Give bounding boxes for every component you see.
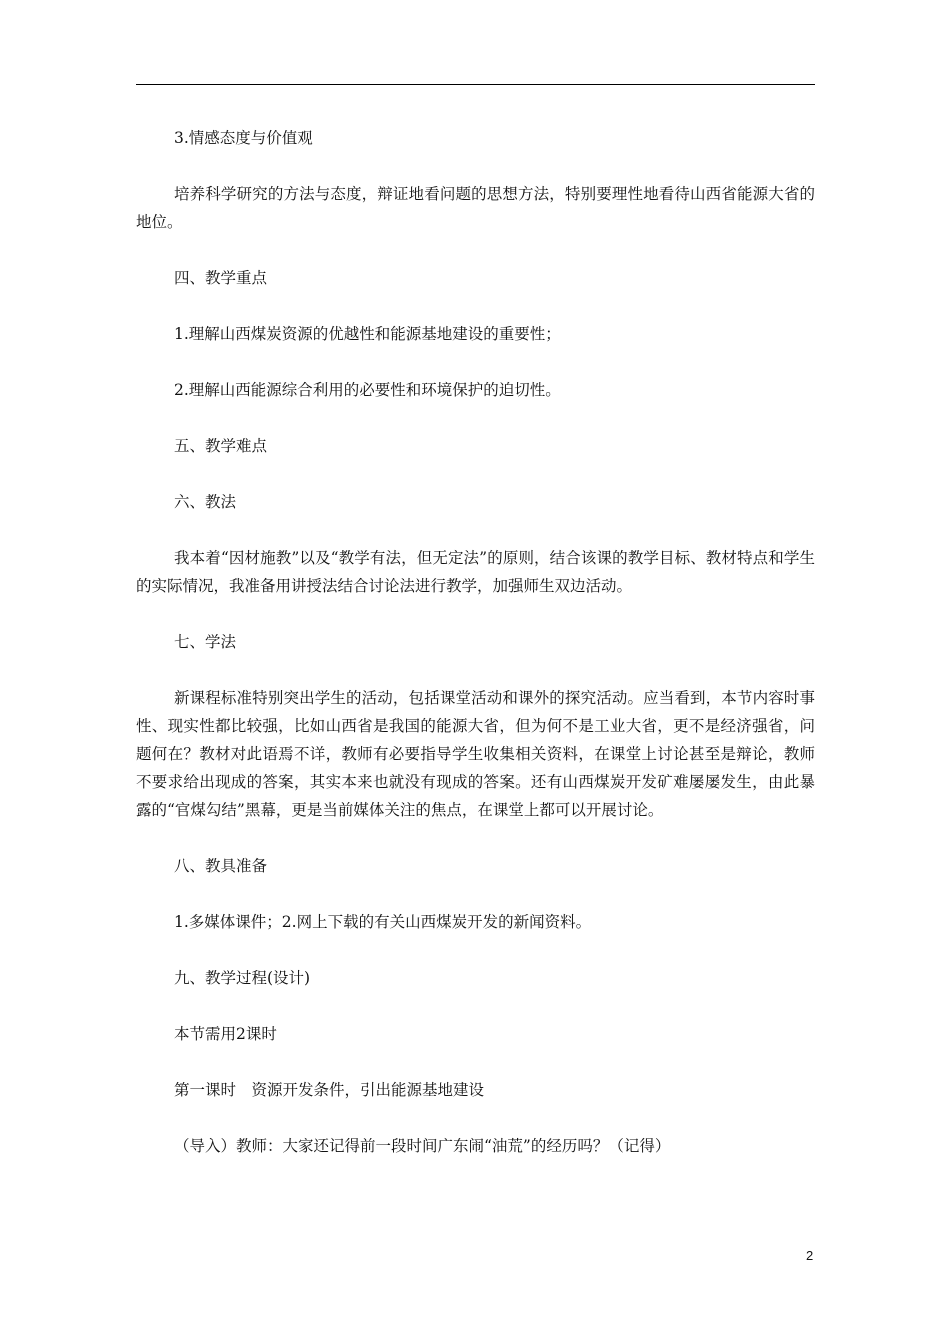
- paragraph-teaching-method: 我本着“因材施教”以及“教学有法，但无定法”的原则，结合该课的教学目标、教材特点和学生的实际情况，我准备用讲授法结合讨论法进行教学，加强师生双边活动。: [136, 549, 815, 595]
- section-heading-process: 九、教学过程(设计): [174, 969, 311, 987]
- paragraph-learning-method: 新课程标准特别突出学生的活动，包括课堂活动和课外的探究活动。应当看到，本节内容时事性、现实性都比较强，比如山西省是我国的能源大省，但为何不是工业大省，更不是经济强省，问题何在？教材对此语焉不详，教师有必要指导学生收集相关资料，在课堂上讨论甚至是辩论，教师不要求给出现成的答案，其实本来也就没有现成的答案。还有山西煤炭开发矿难屡屡发生，由此暴露的“官煤勾结”黑幕，更是当前媒体关注的焦点，在课堂上都可以开展讨论。: [136, 689, 815, 819]
- document-body: [136, 124, 815, 1188]
- section-heading-materials: 八、教具准备: [174, 857, 268, 875]
- paragraph-lesson-count: 本节需用2课时: [174, 1025, 277, 1043]
- paragraph-introduction: （导入）教师：大家还记得前一段时间广东闹“油荒”的经历吗？（记得）: [174, 1137, 671, 1155]
- section-heading-teaching-method: 六、教法: [174, 493, 237, 511]
- paragraph-first-lesson: 第一课时 资源开发条件，引出能源基地建设: [174, 1081, 485, 1099]
- section-heading-learning-method: 七、学法: [174, 633, 237, 651]
- section-heading-difficulties: 五、教学难点: [174, 437, 268, 455]
- paragraph-materials: 1.多媒体课件；2.网上下载的有关山西煤炭开发的新闻资料。: [174, 913, 592, 931]
- paragraph-affect-values: 培养科学研究的方法与态度，辩证地看问题的思想方法，特别要理性地看待山西省能源大省的地位。: [136, 185, 815, 231]
- page-number: 2: [806, 1248, 814, 1263]
- key-point-2: 2.理解山西能源综合利用的必要性和环境保护的迫切性。: [174, 381, 561, 399]
- section-heading-affect-values: 3.情感态度与价值观: [174, 129, 313, 147]
- section-heading-key-points: 四、教学重点: [174, 269, 268, 287]
- header-rule: [136, 84, 815, 85]
- key-point-1: 1.理解山西煤炭资源的优越性和能源基地建设的重要性；: [174, 325, 561, 343]
